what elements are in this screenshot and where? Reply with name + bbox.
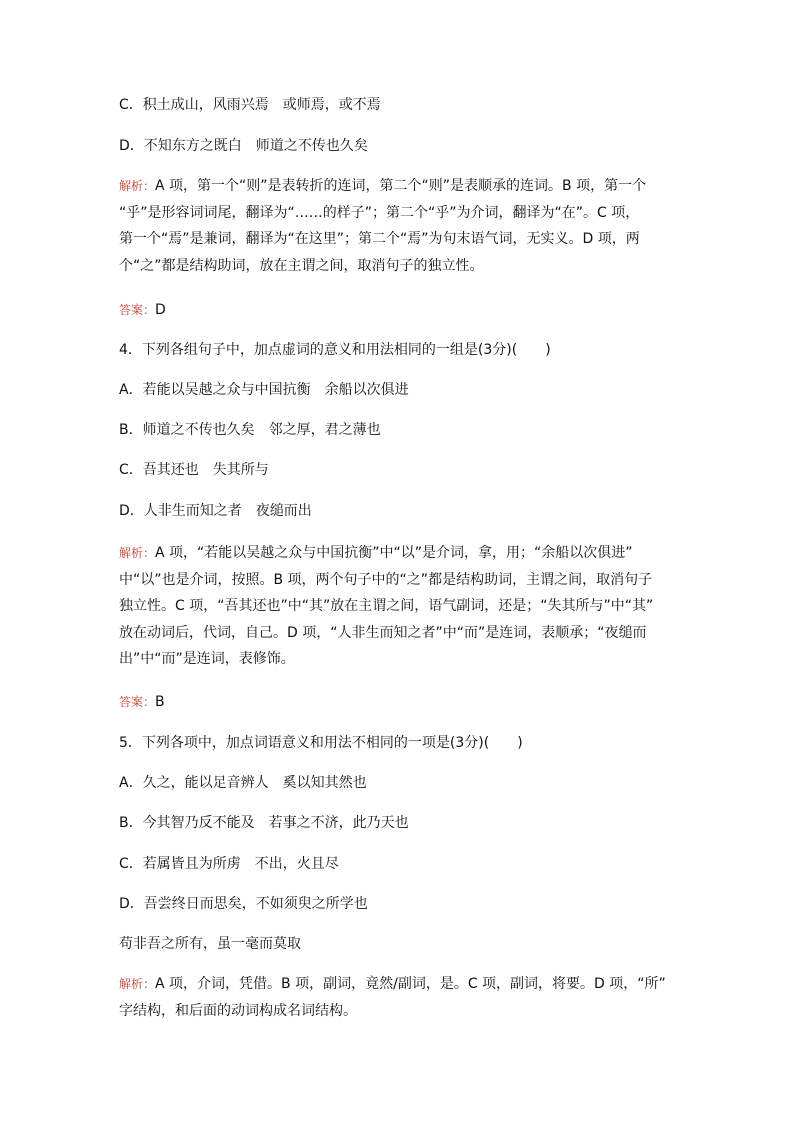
q5-option-a: A．久之，能以足音辨人 奚以知其然也 [119, 775, 367, 791]
q4-answer-value: B [155, 694, 165, 710]
q5-option-c: C．若属皆且为所虏 不出，火且尽 [119, 856, 339, 872]
q4-answer-label: 答案： [119, 695, 156, 709]
q3-explanation-text-1: A 项，第一个“则”是表转折的连词，第二个“则”是表顺承的连词。B 项，第一个 [155, 178, 647, 194]
q3-explanation-label: 解析： [119, 179, 156, 193]
q3-answer [119, 300, 166, 320]
q4-stem: 4．下列各组句子中，加点虚词的意义和用法相同的一组是(3分)( ) [119, 342, 551, 358]
q5-option-b: B．今其智乃反不能及 若事之不济，此乃天也 [119, 815, 409, 831]
q5-option-d-continued: 苟非吾之所有，虽一毫而莫取 [119, 936, 301, 952]
q4-explanation-line-4: 放在动词后，代词，自己。D 项，“人非生而知之者”中“而”是连词，表顺承；“夜缒而 [119, 624, 647, 641]
q3-explanation-line-4: 个“之”都是结构助词，放在主谓之间，取消句子的独立性。 [119, 257, 484, 274]
q5-stem: 5．下列各项中，加点词语意义和用法不相同的一项是(3分)( ) [119, 735, 523, 751]
q4-answer [119, 692, 165, 712]
q5-explanation-label: 解析： [119, 977, 156, 991]
q3-answer-label: 答案： [119, 303, 156, 317]
q5-explanation-text-1: A 项，介词，凭借。B 项，副词，竟然/副词，是。C 项，副词，将要。D 项，“所” [155, 976, 666, 992]
q3-option-d: D．不知东方之既白 师道之不传也久矣 [119, 138, 368, 154]
q5-option-d: D．吾尝终日而思矣，不如须臾之所学也 [119, 896, 368, 912]
q3-explanation-line-1 [119, 173, 689, 200]
q3-answer-value: D [155, 302, 166, 318]
q4-option-c: C．吾其还也 失其所与 [119, 462, 269, 478]
q4-explanation-text-1: A 项，“若能以吴越之众与中国抗衡”中“以”是介词，拿，用；“余船以次俱进” [155, 545, 633, 561]
q4-option-b: B．师道之不传也久矣 邻之厚，君之薄也 [119, 422, 381, 438]
q4-explanation-line-2: 中“以”也是介词，按照。B 项，两个句子中的“之”都是结构助词，主谓之间，取消句子 [119, 571, 653, 588]
q5-explanation-line-2: 字结构，和后面的动词构成名词结构。 [119, 1002, 357, 1019]
q3-option-c: C．积土成山，风雨兴焉 或师焉，或不焉 [119, 97, 381, 113]
q4-explanation-label: 解析： [119, 546, 156, 560]
q3-explanation-line-3: 第一个“焉”是兼词，翻译为“在这里”；第二个“焉”为句末语气词，无实义。D 项，两 [119, 231, 640, 247]
q4-explanation-line-1 [119, 540, 689, 567]
q4-explanation [119, 540, 689, 673]
q3-explanation [119, 173, 689, 279]
q3-explanation-line-2: “乎”是形容词词尾，翻译为“……的样子”；第二个“乎”为介词，翻译为“在”。C 项， [119, 204, 640, 221]
q4-option-d: D．人非生而知之者 夜缒而出 [119, 503, 312, 519]
q4-explanation-line-3: 独立性。C 项，“吾其还也”中“其”放在主谓之间，语气副词，还是；“失其所与”中“其” [119, 598, 654, 614]
q5-explanation [119, 971, 689, 1024]
q4-explanation-line-5: 出”中“而”是连词，表修饰。 [119, 651, 295, 667]
q4-option-a: A．若能以吴越之众与中国抗衡 余船以次俱进 [119, 382, 409, 398]
q5-explanation-line-1 [119, 971, 689, 998]
